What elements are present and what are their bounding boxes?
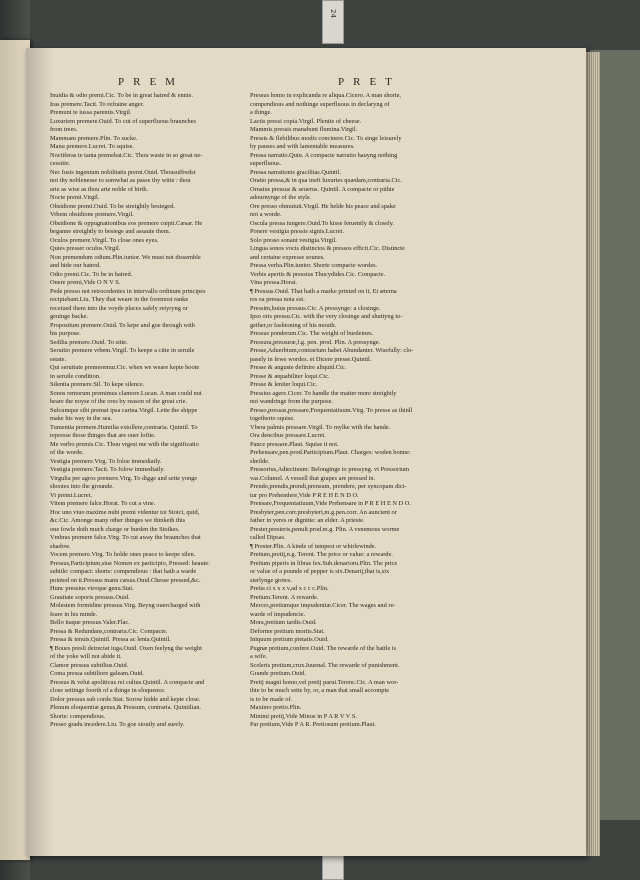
dictionary-line: Prendo,prendis,prendi,prensum, prendere, per syncopam dici-	[250, 483, 407, 490]
dictionary-line: from trees.	[50, 126, 78, 133]
dictionary-line: Hoc uno viuo maxime nubi premi videntur toi Stoici, quid,	[50, 508, 200, 516]
dictionary-line: Pretium,pretij,n.g. Terent. The price or value: a rewarde.	[250, 551, 393, 558]
dictionary-line: Vestigia premere.Tacit. To folow immediatly.	[50, 466, 165, 473]
dictionary-line: in seruile condition.	[50, 372, 101, 380]
dictionary-line: Presse & leniter loqui.Cic.	[250, 381, 318, 388]
dictionary-line: tur pro Prehendere,Vide P R E H E N D O.	[250, 491, 359, 499]
dictionary-line: of the yoke will not abide it.	[50, 653, 122, 660]
dictionary-line: Pressim,huius pressus.Cic. A pressynge: a closinge.	[250, 304, 381, 312]
dictionary-line: Pretium piperis in libras fex.Sub.denarioru.Plin. The price	[250, 559, 398, 567]
dictionary-line: Vestigia premere.Virg. To foloe immediatly.	[50, 457, 162, 465]
dictionary-line: Pressa narrationis gracilitas.Quintil.	[250, 168, 341, 176]
dictionary-line: &c.Cic. Amonge many other thinges we thinketh this	[50, 517, 186, 524]
dictionary-line: Qui seruitute premeremur.Cic. when we weare kepte hoote	[50, 364, 200, 371]
dictionary-line: Oratio pressa,& in qua ineft luxuries quædam,contraria.Cic.	[250, 177, 402, 184]
running-head-left: PREM	[118, 76, 184, 88]
dictionary-line: Presse,Aduerbium,contrarium habet Abundanter. Wisefully: clo-	[250, 347, 414, 354]
dictionary-line: Vocem premere.Virg. To holde ones peace to keepe silen.	[50, 551, 196, 558]
dictionary-line: Verbis apertis & pressius Thucydides.Cic. Compacte.	[250, 270, 386, 278]
dictionary-line: Quies presser oculos.Virgil.	[50, 245, 121, 252]
dictionary-line: make his way in the sea.	[50, 415, 113, 422]
dictionary-line: Pressus homo in explicanda re aliqua.Cicero. A man shorte,	[250, 92, 401, 99]
dictionary-line: Prester,presteris,penult.prod.m.g. Plin. A venemous worme	[250, 525, 400, 533]
dictionary-line: Presso gradu incedere.Liu. To goe stoutly and surely.	[50, 721, 185, 728]
dictionary-line: Vrbem obsidione premere.Virgil.	[50, 211, 134, 218]
dictionary-line: arte as wise as thou arte noble of birth.	[50, 185, 149, 193]
dictionary-line: Presbyter,pen.corr.presbyteri,m.g.pen.corr. An auncient or	[250, 508, 397, 516]
dictionary-line: receiued them into the voyde places safely retyryng or	[50, 304, 188, 312]
dictionary-line: Pressus ponderum.Cic. The weight of burdeines.	[250, 330, 374, 337]
dictionary-line: Seruitio premere vrbem.Virgil. To keepe a citie in seruile	[50, 347, 195, 354]
dictionary-line: Silentia premere.Sil. To kepe silence.	[50, 381, 145, 388]
dictionary-line: superfluous.	[250, 160, 282, 167]
dictionary-line: Pressura,pressuræ,f.g. pen. prod. Plin. A pressynge.	[250, 338, 381, 346]
dictionary-line: heare the noyse of the ores by reason of the great crie.	[50, 398, 188, 405]
dictionary-line: Pressa & tenuis.Quintil. Pressa ac lenta.Quintil.	[50, 636, 171, 643]
dictionary-line: Vi premi.Lucret.	[50, 491, 93, 499]
dictionary-line: Mammam premere.Plin. To sucke.	[50, 134, 138, 142]
dictionary-line: Pugnæ pretium,confere.Ouid. The rewarde of the battle is	[250, 644, 397, 652]
page-stack-edge	[586, 52, 600, 856]
dictionary-line: estate.	[50, 355, 67, 363]
dictionary-line: Vitem premere falce.Horat. To cut a vine.	[50, 500, 156, 507]
dictionary-line: Iniquum pretium pietatis.Ouid.	[250, 636, 329, 643]
dictionary-line: by pauses and with lamentable measures.	[250, 143, 355, 150]
dictionary-line: Iras premere.Tacit. To refraine anger.	[50, 100, 144, 108]
dictionary-line: father in yeres or dignitie: an elder. A prieste.	[250, 517, 365, 524]
dictionary-line: ¶ Boues presli detrectat iuga.Ouid. Oxen feelyng the weight	[50, 644, 202, 652]
dictionary-line: Prehensare,pen.prod.Participium.Plaut. Charges: woden bonne:	[250, 449, 411, 456]
dictionary-line: thie to be much sette by, or, a man that small accompte	[250, 687, 390, 694]
dictionary-line: Nec fusis ingenium nobilitatis premi.Ouid. Thousuffredst	[50, 168, 196, 176]
dictionary-line: or value of a pounde of pepper is six.Denarij,that is,six	[250, 568, 390, 575]
dictionary-line: Oscula pressa iungere.Ouid.To kisse feruently & closely.	[250, 219, 395, 227]
dictionary-line: Vbera palmis pressare.Virgil. To mylke with the hande.	[250, 423, 391, 431]
dictionary-line: not thy noblenesse to somwhat as passe thy witte : thou	[50, 177, 191, 184]
dictionary-line: Hunc pressius vtroque genu.Stat.	[50, 585, 134, 592]
dictionary-line: Presso,pressas,pressare,Frequentatiuum.Virg. To presse as thinll	[250, 406, 413, 414]
dictionary-line: Pretium.Terent. A rewarde.	[250, 593, 319, 601]
dictionary-line: Plenum eloquentiæ genus,& Pressum, contraria. Quintilian.	[50, 704, 201, 711]
dictionary-line: Vina pressa.Horat.	[250, 279, 298, 286]
dictionary-line: beganne streightly to besiege and assaute them.	[50, 228, 171, 235]
dictionary-line: his purpose.	[50, 330, 81, 337]
dictionary-line: is to be made of.	[250, 695, 293, 703]
dictionary-line: Inuidia & odio premi.Cic. To be in great hatred & ennie.	[50, 92, 194, 99]
dictionary-line: Pressius agere.Cicer. To handle the matter more streightly	[250, 389, 397, 397]
dictionary-line: Pressa verba.Plin.iunior. Shorte compacte wordes.	[250, 262, 378, 269]
dictionary-line: Luxuriem premere.Ouid. To cut of superfluous braunches	[50, 117, 197, 125]
dictionary-line: Ipso oris pressu.Cic. with the very closinge and shuttyng to-	[250, 313, 403, 320]
dictionary-line: Deforme pretium mortis.Stat.	[250, 627, 325, 635]
dictionary-line: one fowle doth much charge or burden the Stoikes.	[50, 525, 180, 533]
dictionary-line: called Dipsas.	[250, 534, 286, 541]
dictionary-line: Pretia ci x x x v,ad x c c c.Plin.	[250, 585, 329, 592]
dictionary-line: shadow.	[50, 542, 71, 550]
text-column-right	[250, 92, 485, 730]
dictionary-line: vas.Columel. A vessell that grapes are pressed in.	[250, 474, 376, 482]
dictionary-line: subtile: compact: shorte: compendious : that hath a warde	[50, 568, 197, 575]
dictionary-line: Par pretium,Vide P A R. Pretiosum pretium.Plaut.	[250, 721, 376, 728]
dictionary-line: Lactis pressi copia.Virgil. Plentie of cheese.	[250, 117, 362, 125]
dictionary-line: Clamor pressus subtilius.Ouid.	[50, 661, 129, 669]
dictionary-line: warde of impudencie.	[250, 610, 306, 618]
dictionary-line: Obsidione premi.Ouid. To be streightly besieged.	[50, 202, 175, 210]
dictionary-line: Nocte premi.Virgil.	[50, 194, 100, 201]
dictionary-line: Non premendum odium.Plin.iunior. We must not dissemble	[50, 253, 201, 261]
dictionary-line: Mora,pretium tardis.Ouid.	[250, 619, 317, 626]
dictionary-line: Vmbras premere falce.Virg. To cut away the braunches that	[50, 534, 201, 541]
dictionary-line: of the worde.	[50, 449, 84, 456]
dictionary-line: res ea pressa nota est.	[250, 296, 305, 303]
dictionary-line: Grauitate soporis pressus.Ouid.	[50, 593, 130, 601]
dictionary-line: Me verbo premis.Cic. Thou vrgest me with the significatio	[50, 440, 199, 448]
dictionary-line: a wife.	[250, 653, 268, 660]
dictionary-line: Solo presso sonant vestigia.Virgil.	[250, 236, 337, 244]
dictionary-line: Maximo pretio.Plin.	[250, 704, 302, 711]
dictionary-line: adournynge of the style.	[250, 194, 312, 201]
dictionary-line: represse those thinges that are ouer loftie.	[50, 432, 156, 439]
dictionary-line: Presse & æquabiliter loqui.Cic.	[250, 372, 330, 380]
dictionary-line: Sonos remorum premimus clamore.Lucan. A man could not	[50, 389, 202, 397]
dictionary-line: feare in his minde.	[50, 610, 98, 618]
scale-ruler-top	[322, 0, 344, 44]
dictionary-line: Dolor pressus sub corde.Stat. Sorow hidde and kepte close.	[50, 695, 201, 703]
dictionary-line: togetherto squise.	[250, 415, 295, 422]
dictionary-line: Merces,pretiumque impudentiæ.Cicer. The wages and re-	[250, 602, 396, 609]
dictionary-line: Pressis & flebilibus modis concinere.Cic. To singe leisurely	[250, 134, 402, 142]
dictionary-line: ¶ Prester.Plin. A kinde of tempest or whirlewinde.	[250, 542, 377, 550]
dictionary-line: Mammis pressis manabunt flumina.Virgil.	[250, 126, 358, 133]
dictionary-line: Ponere vestigia pressis signis.Lucret.	[250, 228, 344, 235]
dictionary-line: Onere premi,Vide O N V S.	[50, 279, 121, 286]
dictionary-line: compendious and nothinge superfluous in declaryng of	[250, 100, 390, 108]
dictionary-line: shootes into the grounde.	[50, 483, 114, 490]
dictionary-line: Ora dencibus pressare.Lucret.	[250, 432, 326, 439]
dictionary-line: sheilde.	[250, 457, 270, 465]
dictionary-line: Sceleris pretium,crux.Iuuenal. The rewarde of punishment.	[250, 661, 400, 669]
dictionary-line: and certaine expresse sounes.	[250, 253, 325, 261]
dictionary-line: and hide our hatred.	[50, 262, 101, 269]
dictionary-line: Sulcumque sibi premat ipsa carina.Virgil. Lette the shippe	[50, 406, 198, 414]
dictionary-line: Propositum premere.Ouid. To kepe and goe through with	[50, 321, 195, 329]
dictionary-line: recipiebant.Liu. They that weare in the foremost ranke	[50, 296, 189, 303]
dictionary-line: Oculos premere.Virgil. To close ones eyes.	[50, 236, 159, 244]
dictionary-line: cessitie.	[50, 160, 71, 167]
dictionary-line: Pressa & Redundans,contraria.Cic. Compacte.	[50, 627, 168, 635]
dictionary-line: Virgulta per agros premere.Virg. To digge and sette yonge	[50, 474, 198, 482]
dictionary-line: Pressorius,Adiectiuum: Belonginge to pressyng. vt Pressorium	[250, 466, 410, 473]
dictionary-line: Molestem formidine pressus.Virg. Beyng ouercharged with	[50, 602, 201, 609]
dictionary-line: Noctiferas te tanta premebat.Cic. Thou waste in so great ne-	[50, 151, 203, 159]
dictionary-line: Tumentia premere.Humilia extollere,contraria. Quintil. To	[50, 423, 198, 431]
dictionary-line: not wandringe from the purpose.	[250, 398, 333, 405]
dictionary-line: Sedilia premere.Ouid. To sitte.	[50, 338, 128, 346]
dictionary-line: Grande pretium.Ouid.	[250, 670, 306, 677]
dictionary-line: Pressa narratio.Quin. A compacte narratio hauyng nothing	[250, 151, 398, 159]
running-head-right: PRET	[338, 76, 401, 88]
dictionary-line: Pance pressare.Plaut. Squise it not.	[250, 440, 339, 448]
dictionary-line: Premunt te iussa parentis.Virgil.	[50, 109, 132, 116]
dictionary-line: Ornatus pressus & seuerus. Quintil. A compacte or pithie	[250, 185, 395, 193]
dictionary-line: Pede presso not retrocedentes in intervallo ordinum principes	[50, 287, 206, 295]
dictionary-line: geuinge backe.	[50, 313, 89, 320]
dictionary-line: ¶ Pressus.Ouid. That hath a marke printed on it, Et æterna	[250, 287, 397, 295]
dictionary-line: Bello itaque pressus.Valer.Flac.	[50, 619, 130, 626]
dictionary-line: Odio premi.Cic. To be in hatred.	[50, 270, 133, 278]
dictionary-line: Minimi pretij,Vide Minoe in P A R V V S.	[250, 712, 357, 720]
dictionary-line: close settinge foorth of a thinge in eloquence.	[50, 687, 166, 694]
dictionary-line: Prensare,Frequentatiuum,Vide Prehensare in P R E H E N D O.	[250, 500, 411, 507]
dictionary-line: not a worde.	[250, 211, 282, 218]
dictionary-line: sterlynge grotes.	[250, 576, 292, 584]
dictionary-line: a thinge.	[250, 109, 272, 116]
dictionary-line: Shorte: compendious.	[50, 712, 106, 720]
dictionary-line: pointed on it.Pressus manu cæsus.Ouid.Chesse pressed,&c.	[50, 576, 201, 584]
ruler-number-top: 24	[329, 9, 337, 18]
dictionary-line: Manu premere.Lucret. To squise.	[50, 143, 134, 150]
dictionary-line: Pretij magni homo,vel pretij parui.Terenc.Cic. A man wor-	[250, 678, 399, 686]
dictionary-line: Coma pressa subtiliore galeam.Ouid.	[50, 670, 144, 677]
dictionary-line: gether,or fashioning of his mouth.	[250, 321, 337, 329]
dictionary-line: pasely in fewe wordes. et Dicere presse.Quintil.	[250, 355, 372, 363]
dictionary-line: Ore presso obmutuit.Virgil. He helde his peace and spake	[250, 202, 396, 210]
book-page	[26, 48, 586, 856]
dictionary-line: Presse & anguste definire aliquid.Cic.	[250, 364, 347, 371]
dictionary-line: Pressus & velut apoliticus rei cultus.Quintil. A compacte and	[50, 678, 205, 686]
dictionary-line: Pressus,Participium,siue Nomen ex participio, Pressed: heauie:	[50, 559, 210, 567]
dictionary-line: Obsidione & oppugnationibus eos premere cœpit.Cæsar. He	[50, 219, 203, 227]
dictionary-line: Lingua sonos vocis distinctos & pressos efficit.Cic. Distincte	[250, 245, 405, 252]
